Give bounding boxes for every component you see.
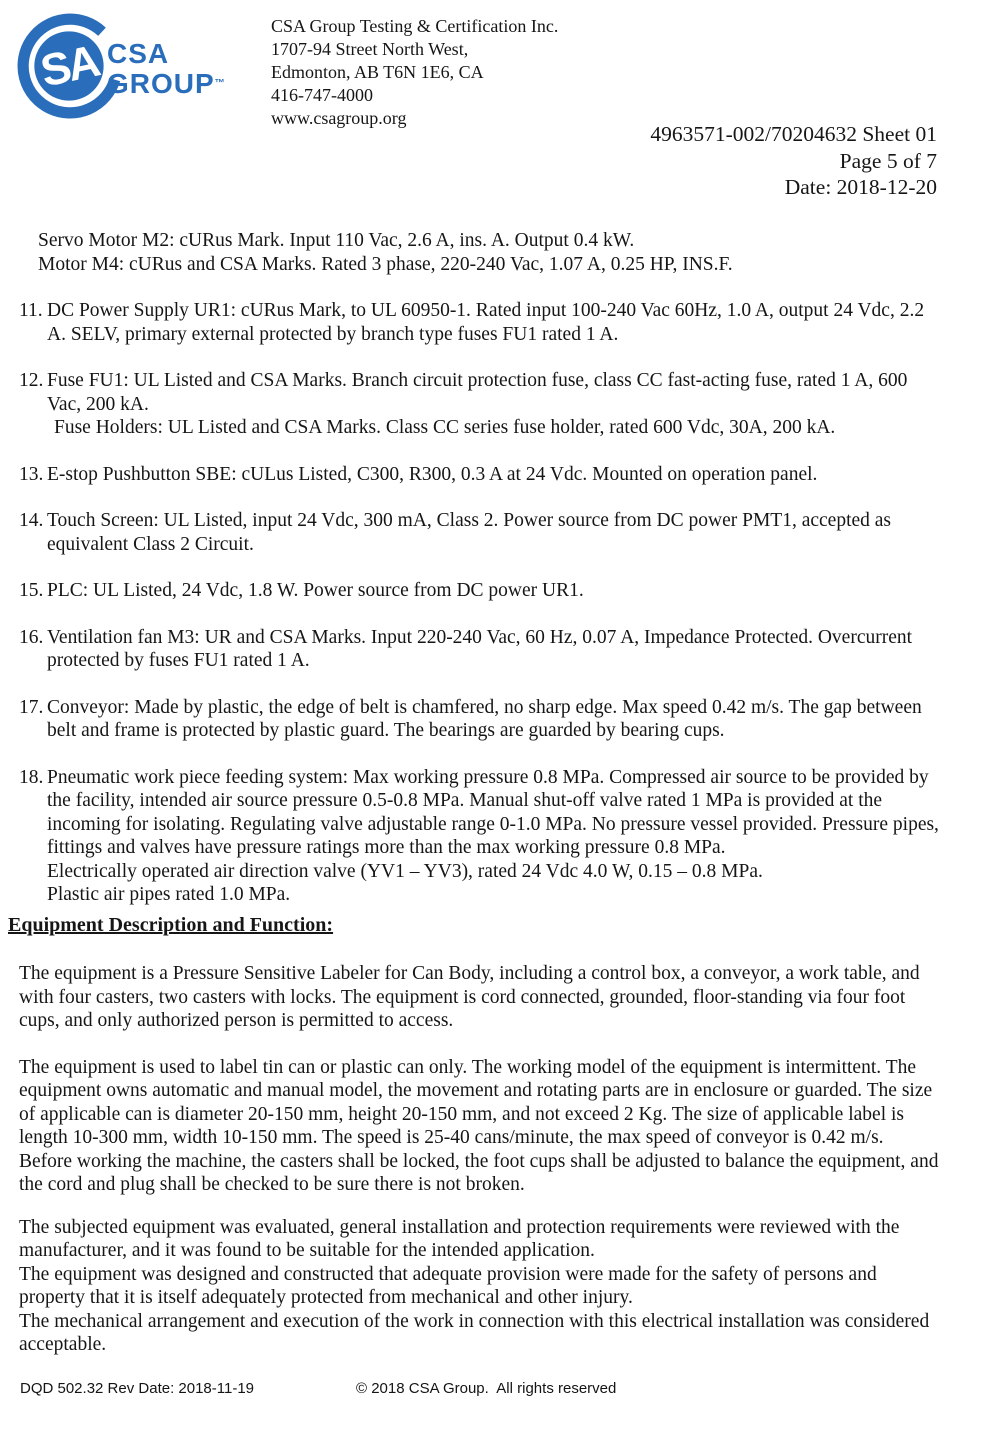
company-name: CSA Group Testing & Certification Inc.: [271, 16, 559, 36]
document-date: Date: 2018-12-20: [784, 175, 937, 199]
document-body: [8, 229, 941, 1357]
page-number: Page 5 of 7: [839, 148, 937, 173]
list-item-17: [19, 696, 941, 743]
company-address-line1: 1707-94 Street North West,: [271, 39, 469, 59]
page-footer: [20, 1380, 978, 1404]
list-item-number: 15.: [19, 580, 44, 601]
evaluation-paragraph: The mechanical arrangement and execution of the work in connection with this electrical installation was considered acceptable.: [19, 1310, 930, 1355]
list-item-text: Pneumatic work piece feeding system: Max working pressure 0.8 MPa. Compressed air source to be provided by the facility, intended air source pressure 0.5-0.8 MPa. Manual shut-off valve rated 1 MPa is provided at the incoming for isolating. Regulating valve adjustable range 0-1.0 MPa. No pressure vessel provided. Pressure pipes, fittings and valves have pressure ratings more than the max working pressure 0.8 MPa.: [47, 766, 939, 858]
list-item-13: [19, 463, 941, 487]
list-item-number: 14.: [19, 510, 44, 531]
list-item-text: Touch Screen: UL Listed, input 24 Vdc, 300 mA, Class 2. Power source from DC power PMT1, accepted as equivalent Class 2 Circuit.: [47, 510, 892, 555]
description-paragraph-2: The equipment is used to label tin can or plastic can only. The working model of the equipment is intermittent. The equipment owns automatic and manual model, the movement and rotating parts are in enclosure or guarded. The size of applicable can is diameter 20-150 mm, height 20-150 mm, and not exceed 2 Kg. The size of applicable label is length 10-300 mm, width 10-150 mm. The speed is 25-40 cans/minute, the max speed of conveyor is 0.42 m/s. Before working the machine, the casters shall be locked, the foot cups shall be adjusted to balance the equipment, and the cord and plug shall be checked to be sure there is not broken.: [19, 1056, 939, 1195]
intro-line: Motor M4: cURus and CSA Marks. Rated 3 phase, 220-240 Vac, 1.07 A, 0.25 HP, INS.F.: [38, 253, 733, 275]
company-address-line2: Edmonton, AB T6N 1E6, CA: [271, 62, 484, 82]
list-item-text: Ventilation fan M3: UR and CSA Marks. Input 220-240 Vac, 60 Hz, 0.07 A, Impedance Protected. Overcurrent protected by fuses FU1 rated 1 A.: [47, 626, 913, 671]
list-item-text: PLC: UL Listed, 24 Vdc, 1.8 W. Power source from DC power UR1.: [47, 580, 584, 601]
section-heading: Equipment Description and Function:: [8, 913, 334, 936]
list-item-18: [19, 766, 941, 907]
list-item-extra-line: Fuse Holders: UL Listed and CSA Marks. Class CC series fuse holder, rated 600 Vdc, 30A, 200 kA.: [54, 417, 836, 438]
list-item-15: [19, 579, 941, 603]
company-website: www.csagroup.org: [271, 108, 407, 128]
evaluation-paragraph-group: [19, 1216, 941, 1357]
list-item-text: DC Power Supply UR1: cURus Mark, to UL 60950-1. Rated input 100-240 Vac 60Hz, 1.0 A, output 24 Vdc, 2.2 A. SELV, primary external protected by branch type fuses FU1 rated 1 A.: [47, 300, 925, 345]
list-item-number: 13.: [19, 463, 44, 485]
trademark-symbol: ™: [214, 78, 225, 89]
brand-line2: GROUP™: [107, 68, 225, 99]
list-item-number: 17.: [19, 696, 44, 718]
document-ref-number: 4963571-002/70204632 Sheet 01: [650, 122, 937, 146]
list-item-text: E-stop Pushbutton SBE: cULus Listed, C300, R300, 0.3 A at 24 Vdc. Mounted on operation panel.: [47, 463, 818, 485]
company-address-block: [271, 15, 558, 130]
brand-line1: CSA: [107, 38, 170, 69]
evaluation-paragraph: The subjected equipment was evaluated, general installation and protection requirements were reviewed with the manufacturer, and it was found to be suitable for the intended application.: [19, 1216, 900, 1261]
description-paragraph-1: The equipment is a Pressure Sensitive Labeler for Can Body, including a control box, a conveyor, a work table, and with four casters, two casters with locks. The equipment is cord connected, grounded, floor-standing via four foot cups, and only authorized person is permitted to access.: [19, 963, 920, 1031]
footer-doc-revision: DQD 502.32 Rev Date: 2018-11-19: [20, 1380, 255, 1397]
list-item-number: 16.: [19, 626, 44, 648]
document-reference-block: [650, 121, 937, 201]
footer-copyright: © 2018 CSA Group. All rights reserved: [356, 1380, 617, 1397]
list-item-text: Fuse FU1: UL Listed and CSA Marks. Branch circuit protection fuse, class CC fast-acting fuse, rated 1 A, 600 Vac, 200 kA.: [47, 370, 908, 415]
list-item-11: [19, 299, 941, 346]
company-phone: 416-747-4000: [271, 85, 373, 105]
csa-group-wordmark: [107, 39, 225, 99]
list-item-16: [19, 626, 941, 673]
list-item-extra-line: Plastic air pipes rated 1.0 MPa.: [47, 884, 291, 905]
list-item-14: [19, 509, 941, 556]
list-item-number: 11.: [19, 300, 43, 321]
intro-motor-lines: [19, 229, 941, 276]
svg-text:SA: SA: [36, 35, 102, 97]
list-item-extra-line: Electrically operated air direction valve (YV1 – YV3), rated 24 Vdc 4.0 W, 0.15 – 0.8 MPa.: [47, 860, 763, 882]
list-item-12: [19, 369, 941, 440]
list-item-number: 12.: [19, 370, 44, 391]
list-item-text: Conveyor: Made by plastic, the edge of belt is chamfered, no sharp edge. Max speed 0.42 m/s. The gap between belt and frame is protected by plastic guard. The bearings are guarded by bearing cups.: [47, 696, 922, 741]
evaluation-paragraph: The equipment was designed and constructed that adequate provision were made for the safety of persons and property that it is itself adequately protected from mechanical and other injury.: [19, 1263, 877, 1308]
intro-line: Servo Motor M2: cURus Mark. Input 110 Vac, 2.6 A, ins. A. Output 0.4 kW.: [38, 230, 635, 251]
list-item-number: 18.: [19, 766, 44, 788]
